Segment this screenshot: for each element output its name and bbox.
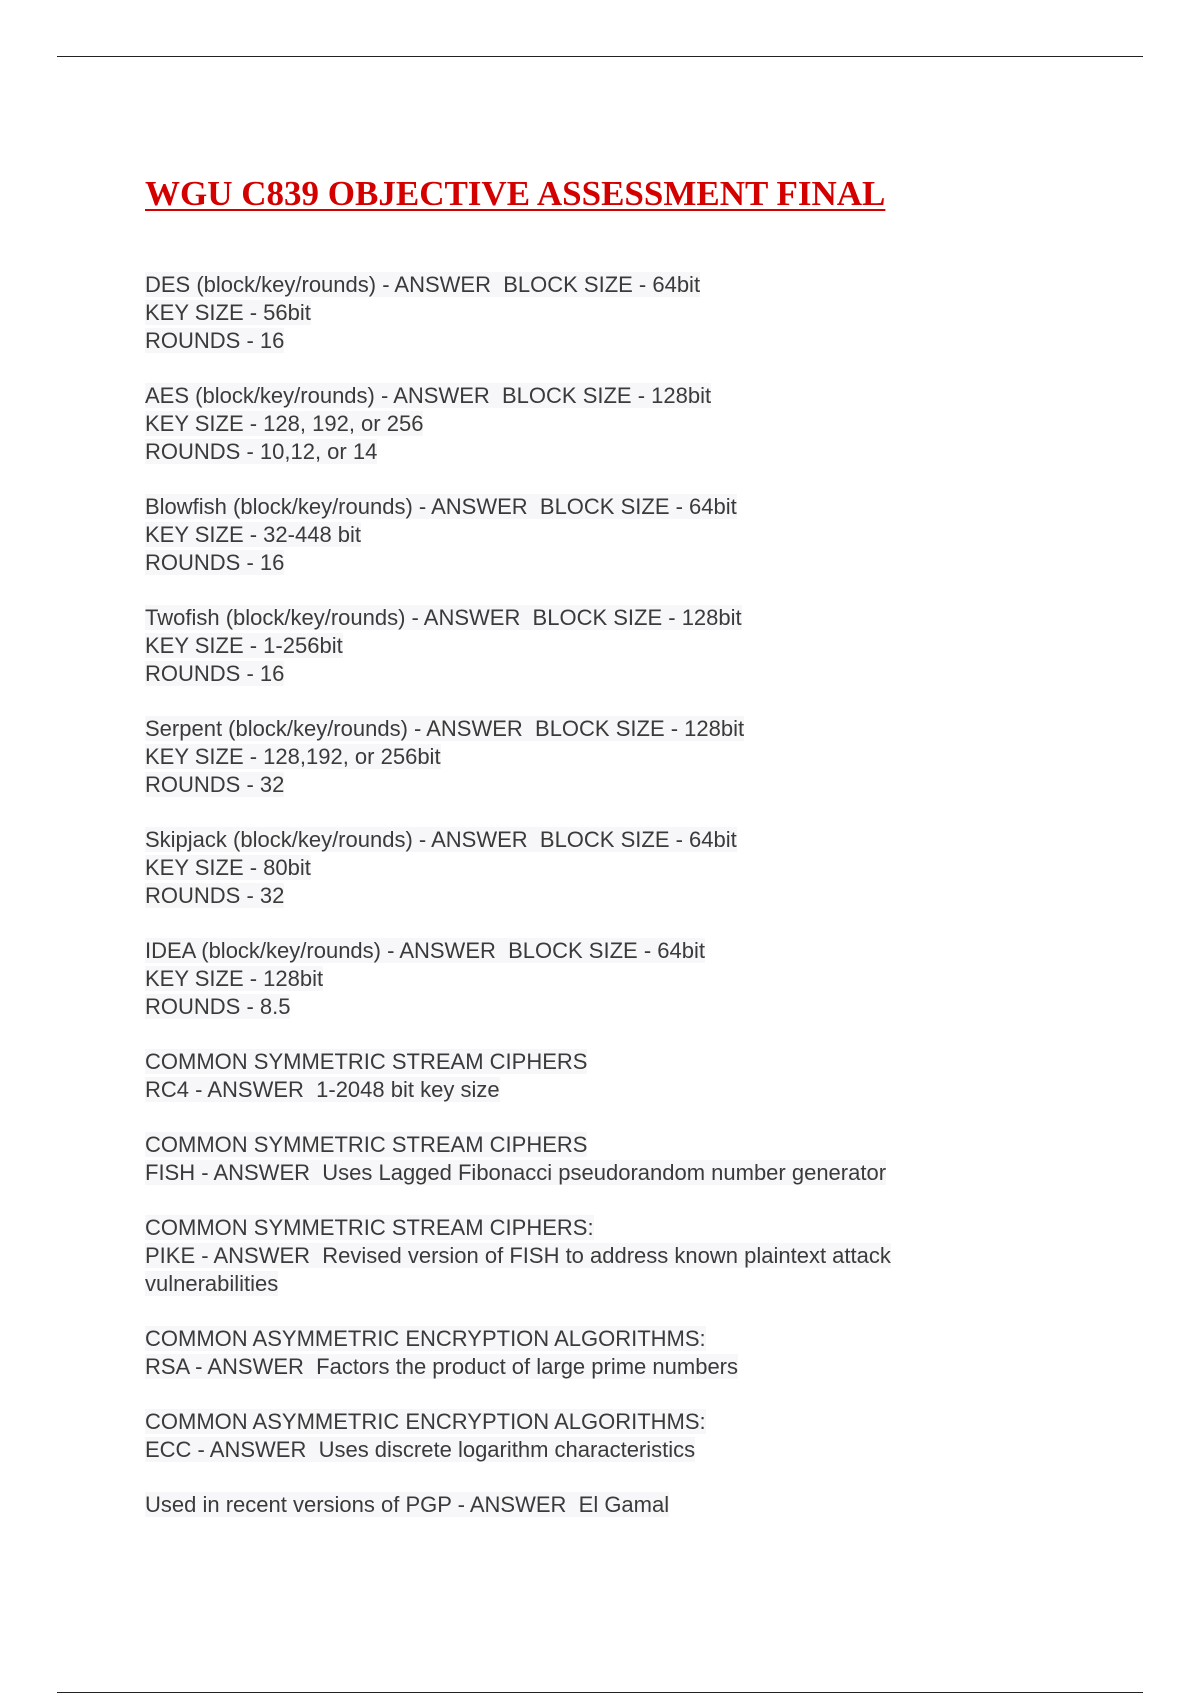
qa-line-text: Twofish (block/key/rounds) - ANSWER BLOCK SIZE - 128bit: [145, 605, 742, 630]
qa-entry: [145, 826, 1045, 910]
qa-entry: [145, 382, 1045, 466]
qa-entry: [145, 715, 1045, 799]
qa-question-line: [145, 271, 1045, 299]
qa-answer-line: [145, 327, 1045, 355]
qa-entry: [145, 1131, 1045, 1187]
qa-line-text: COMMON SYMMETRIC STREAM CIPHERS: [145, 1049, 588, 1074]
qa-answer-line: [145, 1242, 1045, 1270]
qa-entry: [145, 271, 1045, 355]
qa-line-text: FISH - ANSWER Uses Lagged Fibonacci pseudorandom number generator: [145, 1160, 887, 1185]
qa-entry: [145, 1048, 1045, 1104]
qa-answer-line: [145, 410, 1045, 438]
qa-answer-line: [145, 743, 1045, 771]
qa-line-text: ROUNDS - 16: [145, 550, 285, 575]
qa-entry: [145, 1491, 1045, 1519]
qa-question-line: [145, 1491, 1045, 1519]
qa-answer-line: [145, 521, 1045, 549]
qa-answer-line: [145, 771, 1045, 799]
qa-answer-line: [145, 1353, 1045, 1381]
document-title: WGU C839 OBJECTIVE ASSESSMENT FINAL: [145, 174, 886, 213]
qa-line-text: KEY SIZE - 32-448 bit: [145, 522, 362, 547]
qa-entry: [145, 1214, 1045, 1298]
qa-line-text: ROUNDS - 32: [145, 883, 285, 908]
qa-line-text: Skipjack (block/key/rounds) - ANSWER BLOCK SIZE - 64bit: [145, 827, 737, 852]
qa-line-text: DES (block/key/rounds) - ANSWER BLOCK SIZE - 64bit: [145, 272, 701, 297]
qa-answer-line: [145, 1436, 1045, 1464]
qa-line-text: ROUNDS - 16: [145, 661, 285, 686]
qa-line-text: KEY SIZE - 1-256bit: [145, 633, 343, 658]
qa-answer-line: [145, 993, 1045, 1021]
qa-question-line: [145, 1048, 1045, 1076]
qa-entry: [145, 937, 1045, 1021]
qa-line-text: Serpent (block/key/rounds) - ANSWER BLOCK SIZE - 128bit: [145, 716, 745, 741]
qa-question-line: [145, 604, 1045, 632]
qa-line-text: KEY SIZE - 128bit: [145, 966, 324, 991]
qa-answer-line: [145, 1270, 1045, 1298]
qa-entry: [145, 493, 1045, 577]
qa-question-line: [145, 493, 1045, 521]
qa-question-line: [145, 382, 1045, 410]
qa-question-line: [145, 715, 1045, 743]
qa-line-text: IDEA (block/key/rounds) - ANSWER BLOCK SIZE - 64bit: [145, 938, 705, 963]
qa-entry: [145, 604, 1045, 688]
qa-line-text: ROUNDS - 32: [145, 772, 285, 797]
qa-line-text: COMMON SYMMETRIC STREAM CIPHERS:: [145, 1215, 594, 1240]
qa-answer-line: [145, 632, 1045, 660]
qa-question-line: [145, 1408, 1045, 1436]
qa-line-text: vulnerabilities: [145, 1271, 279, 1296]
qa-question-line: [145, 1325, 1045, 1353]
qa-line-text: RC4 - ANSWER 1-2048 bit key size: [145, 1077, 500, 1102]
qa-line-text: Blowfish (block/key/rounds) - ANSWER BLOCK SIZE - 64bit: [145, 494, 737, 519]
qa-answer-line: [145, 660, 1045, 688]
qa-line-text: COMMON SYMMETRIC STREAM CIPHERS: [145, 1132, 588, 1157]
qa-answer-line: [145, 965, 1045, 993]
qa-line-text: KEY SIZE - 128, 192, or 256: [145, 411, 424, 436]
qa-answer-line: [145, 1159, 1045, 1187]
qa-question-line: [145, 1214, 1045, 1242]
qa-line-text: ECC - ANSWER Uses discrete logarithm characteristics: [145, 1437, 696, 1462]
bottom-rule: [57, 1692, 1143, 1693]
qa-answer-line: [145, 1076, 1045, 1104]
qa-answer-line: [145, 882, 1045, 910]
qa-answer-line: [145, 549, 1045, 577]
qa-line-text: AES (block/key/rounds) - ANSWER BLOCK SIZE - 128bit: [145, 383, 712, 408]
qa-answer-line: [145, 854, 1045, 882]
qa-line-text: ROUNDS - 10,12, or 14: [145, 439, 378, 464]
qa-line-text: COMMON ASYMMETRIC ENCRYPTION ALGORITHMS:: [145, 1409, 706, 1434]
qa-answer-line: [145, 299, 1045, 327]
qa-answer-line: [145, 438, 1045, 466]
qa-question-line: [145, 826, 1045, 854]
qa-entry: [145, 1408, 1045, 1464]
qa-line-text: COMMON ASYMMETRIC ENCRYPTION ALGORITHMS:: [145, 1326, 706, 1351]
top-rule: [57, 56, 1143, 57]
qa-line-text: ROUNDS - 8.5: [145, 994, 291, 1019]
qa-line-text: KEY SIZE - 128,192, or 256bit: [145, 744, 441, 769]
qa-list: [145, 271, 1045, 1546]
qa-question-line: [145, 1131, 1045, 1159]
qa-entry: [145, 1325, 1045, 1381]
qa-line-text: ROUNDS - 16: [145, 328, 285, 353]
qa-line-text: KEY SIZE - 80bit: [145, 855, 311, 880]
qa-question-line: [145, 937, 1045, 965]
qa-line-text: Used in recent versions of PGP - ANSWER El Gamal: [145, 1492, 670, 1517]
qa-line-text: KEY SIZE - 56bit: [145, 300, 311, 325]
qa-line-text: RSA - ANSWER Factors the product of large prime numbers: [145, 1354, 739, 1379]
qa-line-text: PIKE - ANSWER Revised version of FISH to address known plaintext attack: [145, 1243, 891, 1268]
